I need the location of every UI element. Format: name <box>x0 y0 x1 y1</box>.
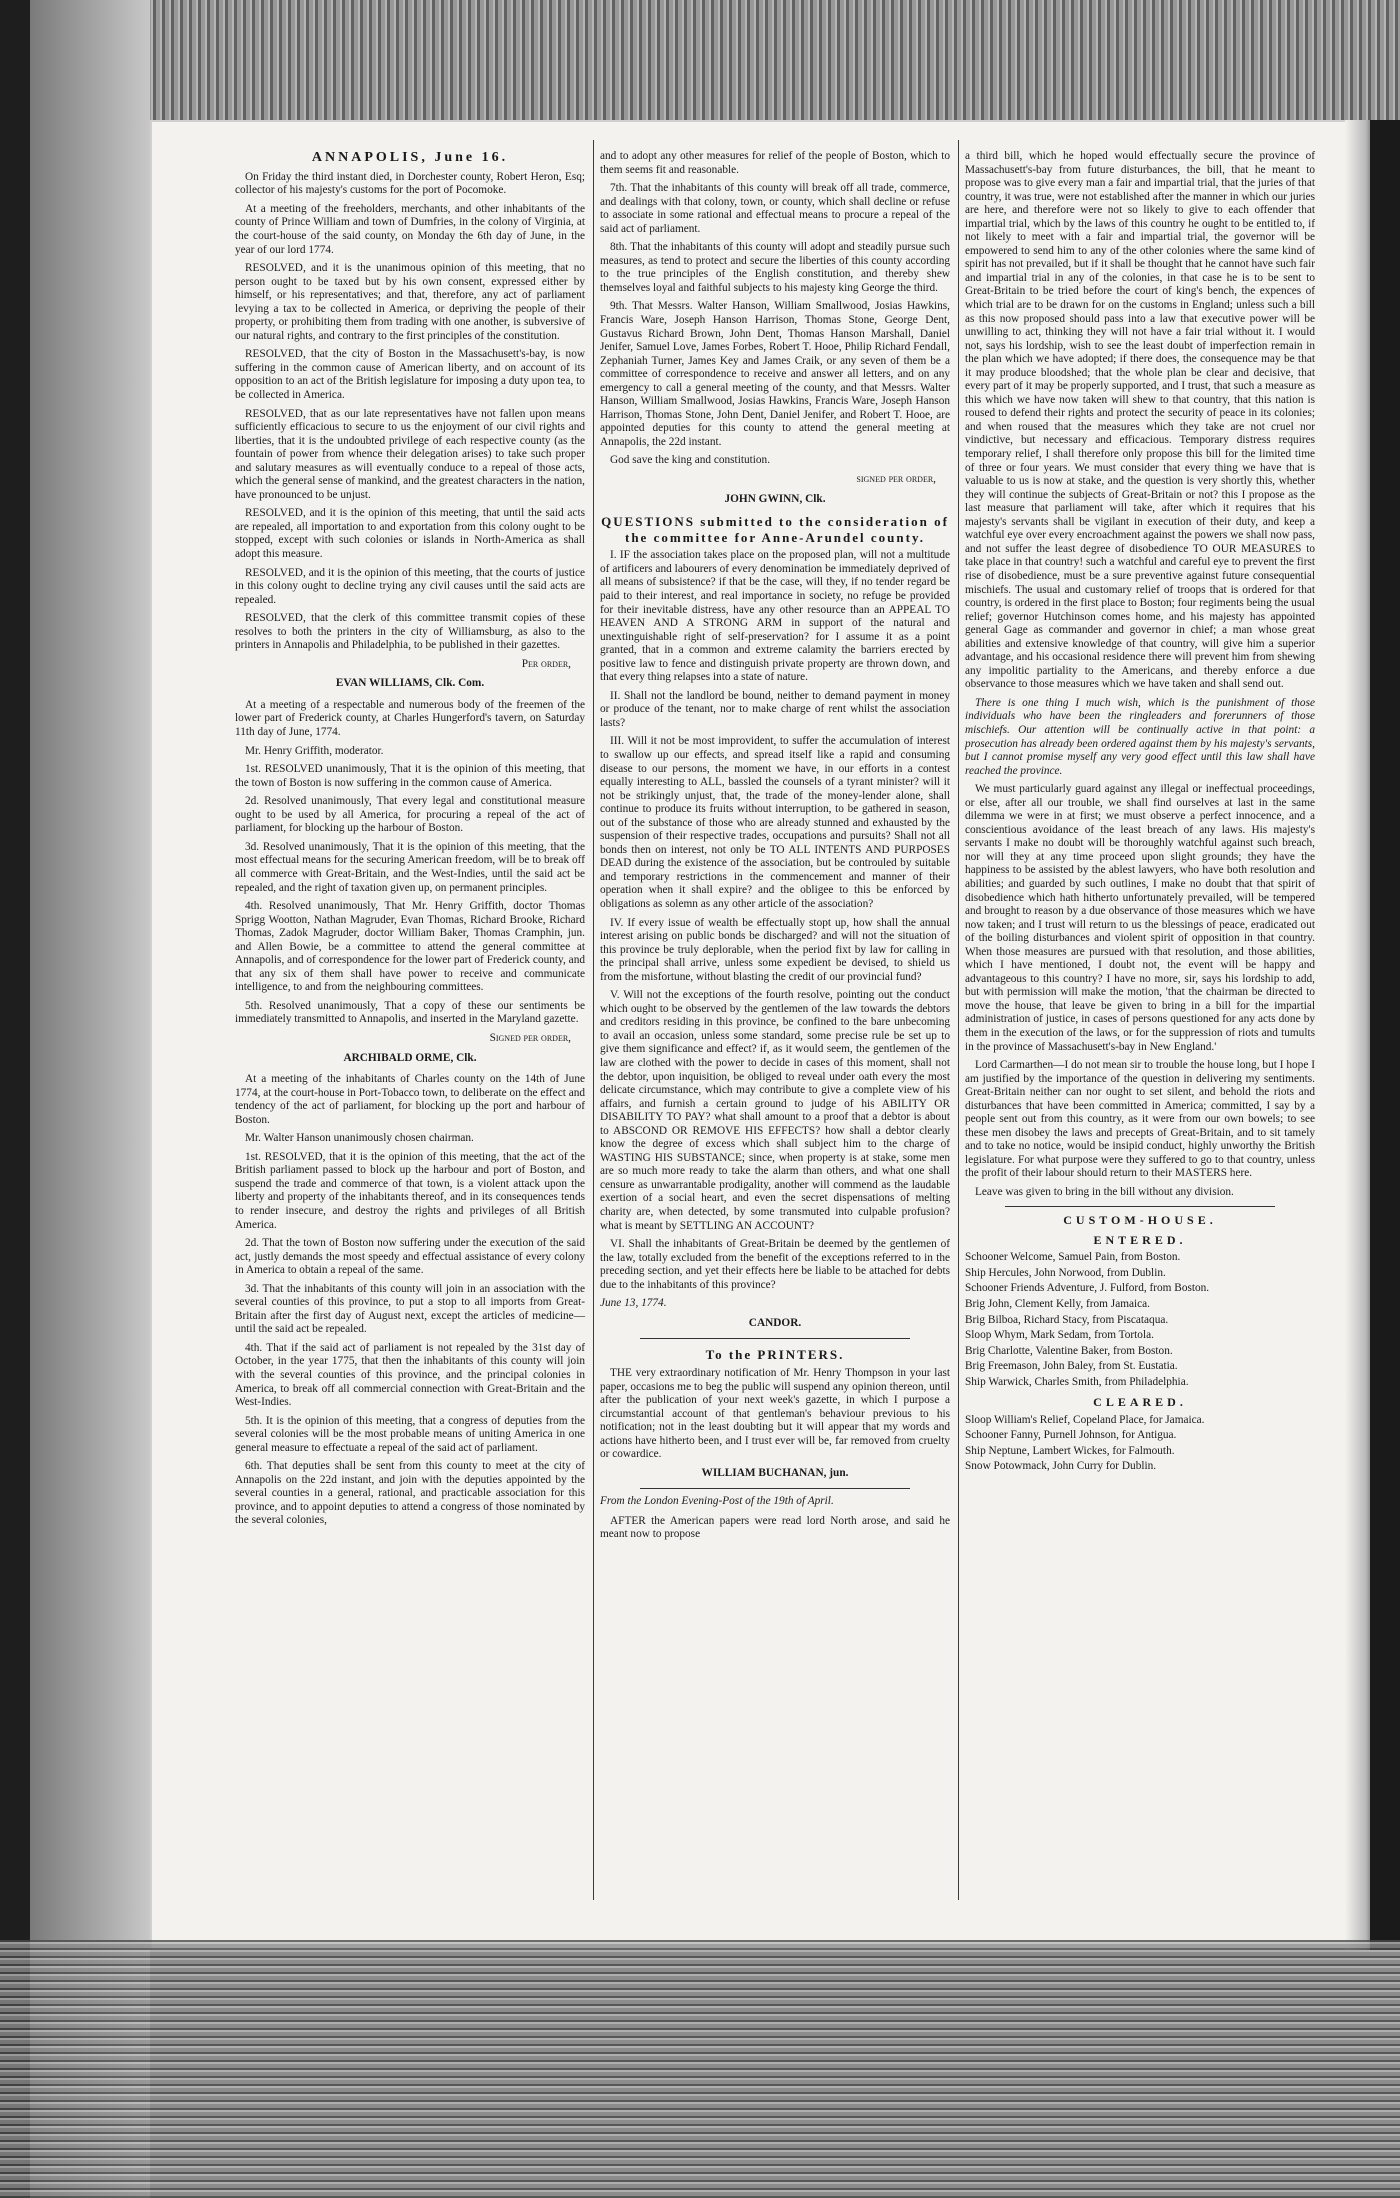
shipping-entry: Brig John, Clement Kelly, from Jamaica. <box>965 1297 1150 1310</box>
shipping-entry: Brig Charlotte, Valentine Baker, from Boston. <box>965 1344 1173 1357</box>
article-paragraph: 7th. That the inhabitants of this county will break off all trade, commerce, and dealings with that colony, town, or county, which shall decline or refuse to associate in some rational and effectual means to procure a repeal of the said act of parliament. <box>600 182 950 235</box>
shipping-entry: Snow Potowmack, John Curry for Dublin. <box>965 1460 1157 1473</box>
dateline: June 13, 1774. <box>600 1297 667 1310</box>
signatory-name: CANDOR. <box>748 1316 802 1329</box>
article-paragraph: Mr. Walter Hanson unanimously chosen chairman. <box>245 1132 474 1145</box>
article-paragraph: 1st. RESOLVED unanimously, That it is the opinion of this meeting, that the town of Boston is now suffering in the common cause of America. <box>235 763 585 789</box>
signatory-name: EVAN WILLIAMS, Clk. Com. <box>335 677 485 690</box>
shipping-entry: Ship Warwick, Charles Smith, from Philadelphia. <box>965 1375 1189 1388</box>
scan-border-bottom <box>0 1940 1400 2198</box>
article-paragraph: RESOLVED, and it is the opinion of this meeting, that the courts of justice in this colony ought to decline trying any civil causes until the said acts are repealed. <box>235 566 585 606</box>
shipping-entry: Sloop William's Relief, Copeland Place, for Jamaica. <box>965 1413 1205 1426</box>
article-paragraph: IV. If every issue of wealth be effectually stopt up, how shall the annual interest arising on public bonds be discharged? and will not the situation of this province be truly deplorable, when the period fixt by law for calling in the principal shall arrive, unless some expedient be devised, to shield us from the misfortune, without blasting the credit of our provincial fund? <box>600 916 950 983</box>
article-paragraph: On Friday the third instant died, in Dorchester county, Robert Heron, Esq; collector of his majesty's customs for the port of Pocomoke. <box>235 170 585 197</box>
article-paragraph: 3d. Resolved unanimously, That it is the opinion of this meeting, that the most effectual means for the securing American freedom, will be to break off all commerce with Great-Britain, and the West-Indies, until the said act be repealed, and the right of taxation given up, on permanent principles. <box>235 840 585 894</box>
article-paragraph: Leave was given to bring in the bill without any division. <box>975 1186 1234 1199</box>
signatory-name: WILLIAM BUCHANAN, jun. <box>701 1466 849 1479</box>
section-heading: QUESTIONS submitted to the consideration of the committee for Anne-Arundel county. <box>601 514 949 545</box>
article-paragraph: AFTER the American papers were read lord North arose, and said he meant now to propose <box>600 1514 950 1541</box>
column-divider <box>593 140 594 1900</box>
article-paragraph: 3d. That the inhabitants of this county will join in an association with the several counties of this province, to put a stop to all imports from Great-Britain after the first day of August next, except the articles of medicine—until the said act be repealed. <box>235 1282 585 1336</box>
newspaper-page <box>150 120 1380 1950</box>
article-paragraph: 8th. That the inhabitants of this county will adopt and steadily pursue such measures, as tend to protect and secure the liberties of this county according to the true principles of the English constitution, and thereby shew themselves loyal and faithful subjects to his majesty king George the third. <box>600 241 950 294</box>
article-paragraph: III. Will it not be most improvident, to suffer the accumulation of interest to swallow up our effects, and spread itself like a rapid and consuming disease to our persons, the moment we have, in our efforts in a contest equally interesting to ALL, bassled the counsels of a tyrant minister? will it not be strikingly unjust, that, the trade of the money-lender alone, shall continue to produce its fruits without interruption, to be gathered in season, out of the substance of those who are already stunned and exhausted by the suspension of their respective trades, occupations and pursuits? Shall not all bonds then on interest, not only be TO ALL INTENTS AND PURPOSES DEAD during the existence of the association, but be controuled by suitable and temporary restrictions in the commencement and manner of their operation when it shall expire? and the obligee to this be enforced by obligations as solemn as any other article of the association? <box>600 735 950 910</box>
section-rule <box>640 1338 910 1339</box>
article-paragraph: 4th. That if the said act of parliament is not repealed by the 31st day of October, in the year 1775, that then the inhabitants of this county will join with the several counties of this province, and the principal colonies in America, to break off all commercial connection with Great-Britain and the West-Indies. <box>235 1341 585 1409</box>
section-heading: To the PRINTERS. <box>705 1347 845 1363</box>
article-paragraph: II. Shall not the landlord be bound, neither to demand payment in money or produce of the tenant, nor to make charge of rent whilst the association lasts? <box>600 689 950 729</box>
scan-border-top <box>0 0 1400 140</box>
column-left <box>235 150 585 1533</box>
article-paragraph: 5th. It is the opinion of this meeting, that a congress of deputies from the several colonies will be the most probable means of uniting America in one general measure to effectuate a repeal of the said act of parliament. <box>235 1414 585 1454</box>
article-paragraph: V. Will not the exceptions of the fourth resolve, pointing out the conduct which ought to be observed by the gentlemen of the law towards the debtors and creditors residing in this province, be confined to the bare unbecoming to avail an occasion, unless some standard, some precise rule be set up to give them significance and effect? if, as it would seem, the gentlemen of the law are clothed with the power to decide in cases of this moment, shall not the debtor, upon inquisition, be obliged to reveal under oath every the most delicate circumstance, which may contribute to give a complete view of his affairs, and furnish a certain ground to judge of his ABILITY OR DISABILITY TO PAY? what shall amount to a proof that a debtor is about to ABSCOND OR REMOVE HIS EFFECTS? how shall a debtor clearly know the degree of excess which shall subject him to the charge of WASTING HIS SUBSTANCE; since, when property is at stake, some men are so much more ready to take the alarm than others, and what one shall censure as unwarrantable prodigality, another will commend as the laudable exertion of a social heart, and even the secret dispensations of melting charity are, when detected, by some transmuted into culpable profusion? what is meant by SETTLING AN ACCOUNT? <box>600 989 950 1232</box>
article-paragraph: 1st. RESOLVED, that it is the opinion of this meeting, that the act of the British parliament passed to block up the harbour and port of Boston, and suspend the trade and commerce of that town, is a violent attack upon the liberty and property of the inhabitants thereof, and in its consequences tends to render insecure, and destroy the rights and privileges of all British America. <box>235 1150 585 1231</box>
article-paragraph: RESOLVED, that the city of Boston in the Massachusett's-bay, is now suffering in the common cause of American liberty, and on account of its opposition to an act of the British legislature for imposing a duty upon tea, to be collected in America. <box>235 348 585 401</box>
shipping-entry: Ship Hercules, John Norwood, from Dublin. <box>965 1266 1166 1279</box>
article-paragraph: At a meeting of a respectable and numerous body of the freemen of the lower part of Frederick county, at Charles Hungerford's tavern, on Saturday 11th day of June, 1774. <box>235 698 585 739</box>
shipping-entry: Schooner Welcome, Samuel Pain, from Boston. <box>965 1251 1181 1264</box>
section-rule <box>1005 1206 1275 1207</box>
column-divider <box>958 140 959 1900</box>
column-right <box>965 150 1315 1476</box>
shipping-entry: Sloop Whym, Mark Sedam, from Tortola. <box>965 1329 1154 1342</box>
article-paragraph: I. IF the association takes place on the proposed plan, will not a multitude of artificers and labourers of every denomination be immediately deprived of all means of subsistence? if that be the case, will they, if no tender regard be paid to their interest, and real importance in society, no refuge be provided for their inevitable distress, have any other resource than an APPEAL TO HEAVEN AND A STRONG ARM in support of the natural and unextinguishable right of self-preservation? for I assume it as a point granted, that in a common and extreme calamity the barriers erected by positive law to fence and distinguish private property are thrown down, and that every thing relapses into a state of nature. <box>600 549 950 684</box>
article-paragraph: 5th. Resolved unanimously, That a copy of these our sentiments be immediately transmitted to Annapolis, and inserted in the Maryland gazette. <box>235 999 585 1026</box>
shipping-entry: Brig Freemason, John Baley, from St. Eustatia. <box>965 1360 1178 1373</box>
article-paragraph: There is one thing I much wish, which is the punishment of those individuals who have been the ringleaders and forerunners of those mischiefs. Our attention will be continually active in that point: a prosecution has already been ordered against them by his majesty's servants, but I cannot promise myself any very good effect until this law shall have reached the province. <box>965 696 1315 777</box>
section-heading: CUSTOM-HOUSE. <box>1063 1212 1217 1227</box>
article-paragraph: VI. Shall the inhabitants of Great-Britain be deemed by the gentlemen of the law, totally excluded from the benefit of the exceptions referred to in the preceding section, and yet their effects here be liable to be attached for debts due to the inhabitants of this province? <box>600 1238 950 1291</box>
masthead-dateline: ANNAPOLIS, June 16. <box>311 150 509 165</box>
article-paragraph: RESOLVED, that as our late representatives have not fallen upon means sufficiently efficacious to secure to us the enjoyment of our civil rights and liberties, that it is the undoubted privilege of each respective county (as the fountain of power from whence their delegation arises) to take such proper and salutary measures as will eventually conduce to a repeal of those acts, which the general sense of mankind, and the greatest characters in the nation, have pronounced to be unjust. <box>235 407 585 501</box>
article-paragraph: At a meeting of the inhabitants of Charles county on the 14th of June 1774, at the court-house in Port-Tobacco town, to deliberate on the effect and tendency of the act of parliament, for blocking up the port and harbour of Boston. <box>235 1073 585 1126</box>
column-middle <box>600 150 950 1547</box>
shipping-entry: Brig Bilboa, Richard Stacy, from Piscataqua. <box>965 1313 1169 1326</box>
dateline: From the London Evening-Post of the 19th of April. <box>600 1495 834 1508</box>
article-paragraph: THE very extraordinary notification of Mr. Henry Thompson in your last paper, occasions me to beg the public will suspend any opinion thereon, until after the publication of your next week's gazette, in which I purpose a circumstantial account of that gentleman's behaviour previous to his notification; not in the least doubting but it will appear that my words and actions have hitherto been, and I trust ever will be, far removed from cruelty or cowardice. <box>600 1366 950 1461</box>
article-paragraph: RESOLVED, and it is the unanimous opinion of this meeting, that no person ought to be taxed but by his own consent, expressed either by himself, or his representatives; and that, therefore, any act of parliament levying a tax to be collected in America, or depriving the people of their property, or prohibiting them from trading with one another, is subversive of our natural rights, and contrary to the first principles of the constitution. <box>235 262 585 342</box>
shipping-entry: Ship Neptune, Lambert Wickes, for Falmouth. <box>965 1444 1175 1457</box>
article-paragraph: 2d. That the town of Boston now suffering under the execution of the said act, justly demands the most speedy and effectual assistance of every colony in America to obtain a repeal of the same. <box>235 1237 585 1277</box>
scanner-edge-right <box>1370 120 1400 1950</box>
section-heading: ENTERED. <box>1093 1232 1187 1247</box>
shipping-entry: Schooner Fanny, Purnell Johnson, for Antigua. <box>965 1429 1177 1442</box>
article-paragraph: 6th. That deputies shall be sent from this county to meet at the city of Annapolis on the 22d instant, and join with the deputies appointed by the several counties in a general, rational, and practicable association for this province, and to appoint deputies to attend a congress of those nominated by the several colonies, <box>235 1460 585 1527</box>
article-paragraph: 9th. That Messrs. Walter Hanson, William Smallwood, Josias Hawkins, Francis Ware, Joseph Hanson Harrison, Thomas Stone, George Dent, Gustavus Richard Brown, John Dent, Thomas Hanson Marshall, Daniel Jenifer, Samuel Love, James Forbes, Robert T. Hooe, Philip Richard Fendall, Zephaniah Turner, James Key and James Craik, or any seven of them be a committee of correspondence to receive and answer all letters, and on any emergency to call a general meeting of the county, and that Messrs. Walter Hanson, William Smallwood, Josias Hawkins, Francis Ware, Joseph Hanson Harrison, Thomas Stone, John Dent, Daniel Jenifer, and Robert T. Hooe, are appointed deputies for this county to attend the general meeting at Annapolis, the 22d instant. <box>600 300 950 448</box>
section-rule <box>640 1488 910 1489</box>
article-paragraph: We must particularly guard against any illegal or ineffectual proceedings, or else, after all our trouble, we shall find ourselves at last in the same dilemma we were in at first; we must observe a perfect innocence, and a conscientious avoidance of the least breach of any laws. His majesty's servants I make no doubt will be thoroughly watchful against such breach, nor will they at any time proceed upon slight grounds; they have the happiness to be assisted by the ablest lawyers, who have both resolution and abilities; and guarded by such outlines, I make no doubt that that spirit of disobedience which hath hitherto unfortunately prevailed, will be tempered and brought to reason by a due observance of those measures which we have now taken; and I trust will return to us the blessings of peace, eradicated out of the boiling disturbances and violent spirit of opposition in that country. When those measures are pursued with that resolution, and those abilities, which I have mentioned, I doubt not, the event will be happy and advantageous to this country? I have no more, sir, says his lordship to add, but with permission will make the motion, 'that the chairman be directed to move the house, that leave be given to bring in a bill for the impartial administration of justice, in cases of persons questioned for any acts done by them in the execution of the laws, or for the suppression of riots and tumults in the province of Massachusett's-bay in New England.' <box>965 783 1315 1053</box>
article-paragraph: a third bill, which he hoped would effectually secure the province of Massachusett's-bay from future disturbances, the bill, that he meant to propose was to give every man a fair and impartial trial, that the juries of that country, it was true, were not established after the manner in which our juries are here, and therefore were not so likely to give to each offender that impartial trial, which by the laws of this country he ought to be entitled to, if not likely to meet with a fair and impartial trial, the governor will be empowered to send him to any of the other colonies where the same kind of spirit has not prevailed, but if it shall be thought that he cannot have such fair and impartial trial in any of the colonies, in that case he is to be sent to Great-Britain to be tried before the court of king's bench, the expences of which trial are to be drawn for on the customs in England; unless such a bill as this now proposed should pass into a law that executive power will be unwilling to act, thinking they will not have a fair trial without it. I would not, says his lordship, wish to see the least doubt of imperfection remain in the plan which we have adopted; if there does, the consequence may be that it may produce bloodshed; that the whole plan be clear and decisive, that every part of it may be properly supported, and I trust, that such a measure as this which we have now taken will shew to that country, that this nation is roused to defend their rights and protect the security of peace in its colonies; and when roused that the measures which they take are not cruel nor vindictive, but necessary and efficacious. Temporary distress requires temporary relief, I shall therefore only propose this bill for the limited time of three or four years. We must consider that every thing we have that is valuable to us is now at stake, and the question is very shortly this, whether they will continue the subjects of Great-Britain or not? this I propose as the last measure that parliament will take, after which it requires that his majesty's servants shall be vigilant in execution of their duty, and keep a watchful eye over every encroachment against the powers we shall now pass, and not suffer the least degree of disobedience TO OUR MEASURES to take place in that country! such a watchful and careful eye to prevent the first rise of disobedience, must be a sure preventive against future consequential mischiefs. The usual and customary relief of troops that is ordered for that country, is ordered in the first place to Boston; four regiments being the usual relief; governor Hutchinson comes home, and his majesty has appointed general Gage as commander and governor in chief; a man whose great abilities and extensive knowledge of that country, will give him a superior advantage, and his occasional residence there will prevent him from shewing any impolitic partiality to the Americans, and thereby enforce a due observance to those measures which we have taken and shall send out. <box>965 150 1316 691</box>
signature-line: Signed per order, <box>489 1031 571 1044</box>
signatory-name: ARCHIBALD ORME, Clk. <box>343 1051 477 1064</box>
shipping-entry: Schooner Friends Adventure, J. Fulford, from Boston. <box>965 1282 1210 1295</box>
section-heading: CLEARED. <box>1093 1395 1187 1410</box>
signatory-name: JOHN GWINN, Clk. <box>724 492 826 505</box>
article-paragraph: 2d. Resolved unanimously, That every legal and constitutional measure ought to be used by all America, for procuring a repeal of the act of parliament, for blocking up the harbour of Boston. <box>235 795 585 835</box>
article-paragraph: Lord Carmarthen—I do not mean sir to trouble the house long, but I hope I am justified by the importance of the question in delivering my sentiments. Great-Britain neither can nor ought to set silent, and behold the riots and disturbances that have been committed in America; committed, I say by a people sent out from this country, as it were from our own bowels; to see these men disobey the laws and precepts of Great-Britain, and to sit tamely and to take no notice, would be insipid conduct, highly unworthy the British legislature. For what purpose were they suffered to go to that country, unless the profit of their labour should return to their MASTERS here. <box>965 1059 1315 1180</box>
article-paragraph: RESOLVED, and it is the opinion of this meeting, that until the said acts are repealed, all importation to and exportation from this colony ought to be stopped, except with such colonies or islands in North-America as shall adopt this measure. <box>235 507 585 561</box>
scanner-edge-left <box>0 0 30 2198</box>
binding-gutter <box>30 0 150 2198</box>
article-paragraph: 4th. Resolved unanimously, That Mr. Henry Griffith, doctor Thomas Sprigg Wootton, Nathan Magruder, Evan Thomas, Richard Brooke, Richard Thomas, Zadok Magruder, doctor William Baker, Thomas Cramphin, jun. and Allen Bowie, be a committee to attend the general committee at Annapolis, and of correspondence for the lower part of Frederick county, and that any six of them shall have power to receive and communicate intelligence, to and from the neighbouring committees. <box>235 900 585 994</box>
article-paragraph: and to adopt any other measures for relief of the people of Boston, which to them seems fit and reasonable. <box>600 150 950 176</box>
signature-line: Per order, <box>521 657 571 670</box>
article-paragraph: RESOLVED, that the clerk of this committee transmit copies of these resolves to both the printers in the city of Williamsburg, as also to the printers in Annapolis and Philadelphia, to be published in their gazettes. <box>235 612 585 652</box>
signature-line: signed per order, <box>856 473 936 486</box>
article-paragraph: At a meeting of the freeholders, merchants, and other inhabitants of the county of Prince William and town of Dumfries, in the colony of Virginia, at the court-house of the said county, on Monday the 6th day of June, in the year of our lord 1774. <box>235 202 585 256</box>
article-paragraph: Mr. Henry Griffith, moderator. <box>245 744 384 757</box>
article-paragraph: God save the king and constitution. <box>610 454 771 467</box>
